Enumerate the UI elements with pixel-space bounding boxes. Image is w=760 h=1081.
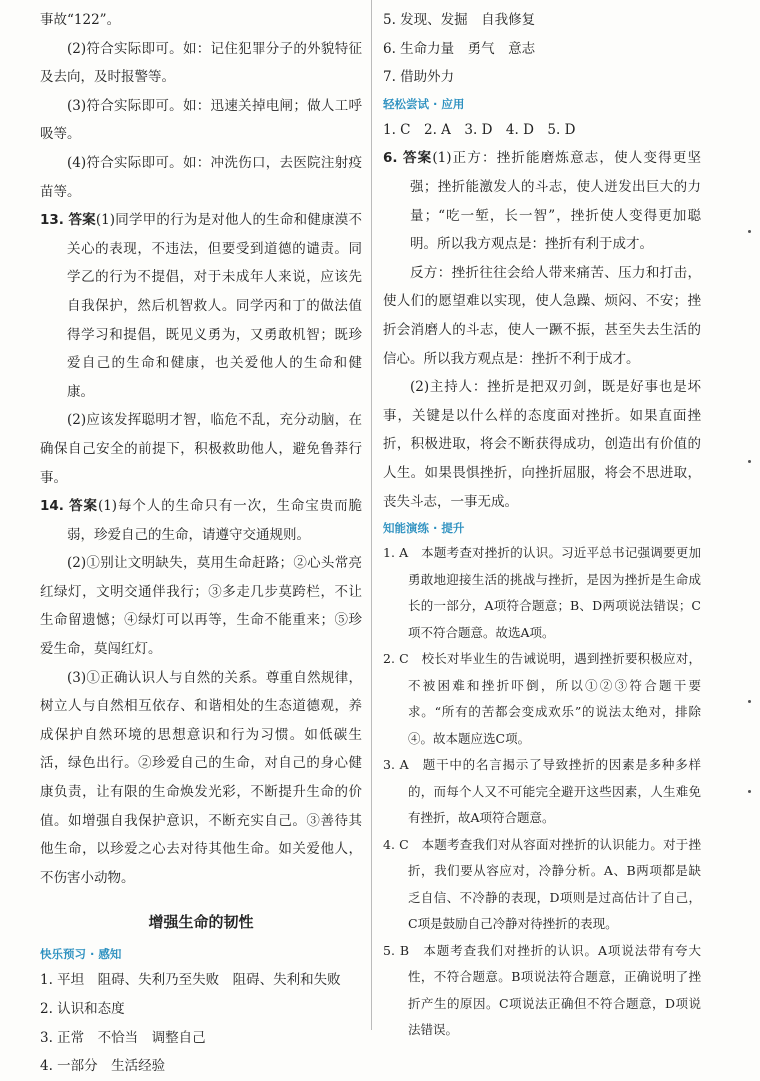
- preview-item: 1. 平坦 阻碍、失利乃至失败 阻碍、失利和失败: [40, 972, 341, 989]
- explanation-item: 3. A 题干中的名言揭示了导致挫折的因素是多种多样的，而每个人又不可能完全避开这些因素，人生难免有挫折，故A项符合题意。: [383, 757, 701, 826]
- question-number: 6.: [383, 150, 398, 167]
- answer-text: (1)同学甲的行为是对他人的生命和健康漠不关心的表现，不违法，但要受到道德的谴责。同学乙的行为不提倡，对于未成年人来说，应该先自我保护，然后机智救人。同学丙和丁的做法值得学习和提倡，既见义勇为，又勇敢机智；既珍爱自己的生命和健康，也关爱他人的生命和健康。: [67, 212, 363, 400]
- margin-dot: [748, 230, 751, 233]
- margin-dot: [748, 700, 751, 703]
- question-number: 14.: [40, 498, 64, 515]
- question-number: 13.: [40, 212, 64, 229]
- column-divider: [371, 0, 372, 1030]
- answer-text: (2)应该发挥聪明才智，临危不乱，充分动脑，在确保自己安全的前提下，积极救助他人，避免鲁莽行事。: [40, 412, 362, 486]
- explanation-item: 1. A 本题考查对挫折的认识。习近平总书记强调要更加勇敢地迎接生活的挑战与挫折，是因为挫折是生命成长的一部分，A项符合题意；B、D两项说法错误；C项不符合题意。故选A项。: [383, 545, 701, 640]
- answer-label: 答案: [69, 498, 98, 515]
- section-heading: 轻松尝试 · 应用: [383, 96, 465, 111]
- section-heading: 快乐预习 · 感知: [40, 947, 122, 962]
- preview-item: 4. 一部分 生活经验: [40, 1058, 166, 1075]
- preview-item: 3. 正常 不恰当 调整自己: [40, 1029, 206, 1046]
- explanation-item: 2. C 校长对毕业生的告诫说明，遇到挫折要积极应对，不被困难和挫折吓倒，所以①②③符合题干要求。“所有的苦都会变成欢乐”的说法太绝对，排除④。故本题应选C项。: [383, 651, 701, 746]
- answer-text: 反方：挫折往往会给人带来痛苦、压力和打击，使人们的愿望难以实现，使人急躁、烦闷、不安；挫折会消磨人的斗志，使人一蹶不振，甚至失去生活的信心。所以我方观点是：挫折不利于成才。: [383, 264, 701, 367]
- answer-text: (1)每个人的生命只有一次，生命宝贵而脆弱，珍爱自己的生命，请遵守交通规则。: [67, 498, 363, 543]
- margin-dot: [748, 790, 751, 793]
- margin-dot: [748, 460, 751, 463]
- multiple-choice-answers: 1. C 2. A 3. D 4. D 5. D: [383, 121, 576, 138]
- answer-line: (3)符合实际即可。如：迅速关掉电闸；做人工呼吸等。: [40, 97, 362, 143]
- preview-item: 7. 借助外力: [383, 69, 455, 86]
- answer-text: (2)①别让文明缺失，莫用生命赶路；②心头常亮红绿灯，文明交通伴我行；③多走几步莫跨栏，不让生命留遗憾；④绿灯可以再等，生命不能重来；⑤珍爱生命，莫闯红灯。: [40, 555, 362, 658]
- answer-line: (4)符合实际即可。如：冲洗伤口，去医院注射疫苗等。: [40, 154, 362, 200]
- preview-item: 5. 发现、发掘 自我修复: [383, 12, 536, 28]
- answer-text: (3)①正确认识人与自然的关系。尊重自然规律，树立人与自然相互依存、和谐相处的生态道德观，养成保护自然环境的思想意识和行为习惯。如低碳生活，绿色出行。②珍爱自己的生命，对自己的身心健康负责，让有限的生命焕发光彩，不断提升生命的价值。如增强自我保护意识，不断充实自己。③善待其他生命，以珍爱之心去对待其他生命。如关爱他人，不伤害小动物。: [40, 669, 362, 886]
- answer-text: (1)正方：挫折能磨炼意志，使人变得更坚强；挫折能激发人的斗志，使人迸发出巨大的力量；“吃一堑，长一智”，挫折使人变得更加聪明。所以我方观点是：挫折有利于成才。: [410, 150, 701, 253]
- left-column: [40, 6, 362, 1081]
- answer-line: 事故“122”。: [40, 12, 121, 28]
- explanation-item: 4. C 本题考查我们对从容面对挫折的认识能力。对于挫折，我们要从容应对，冷静分析。A、B两项都是缺乏自信、不冷静的表现，D项则是过高估计了自己，C项是鼓励自己冷静对待挫折的表现。: [383, 836, 701, 932]
- lesson-title: 增强生命的韧性: [148, 913, 254, 932]
- question-6: [383, 144, 701, 258]
- section-heading: 知能演练 · 提升: [383, 521, 465, 536]
- preview-item: 2. 认识和态度: [40, 1001, 125, 1017]
- question-14: [40, 492, 362, 549]
- question-13: [40, 206, 362, 406]
- answer-text: (2)主持人：挫折是把双刃剑，既是好事也是坏事，关键是以什么样的态度面对挫折。如果直面挫折，积极进取，将会不断获得成功，创造出有价值的人生。如果畏惧挫折，向挫折屈服，将会不思进取，丧失斗志，一事无成。: [383, 379, 701, 510]
- explanation-item: 5. B 本题考查我们对挫折的认识。A项说法带有夸大性，不符合题意。B项说法符合题意，正确说明了挫折产生的原因。C项说法正确但不符合题意，D项说法错误。: [383, 942, 701, 1038]
- answer-label: 答案: [403, 150, 433, 167]
- preview-item: 6. 生命力量 勇气 意志: [383, 40, 536, 57]
- answer-line: (2)符合实际即可。如：记住犯罪分子的外貌特征及去向，及时报警等。: [40, 40, 362, 86]
- right-column: [383, 6, 701, 1044]
- answer-label: 答案: [68, 212, 96, 229]
